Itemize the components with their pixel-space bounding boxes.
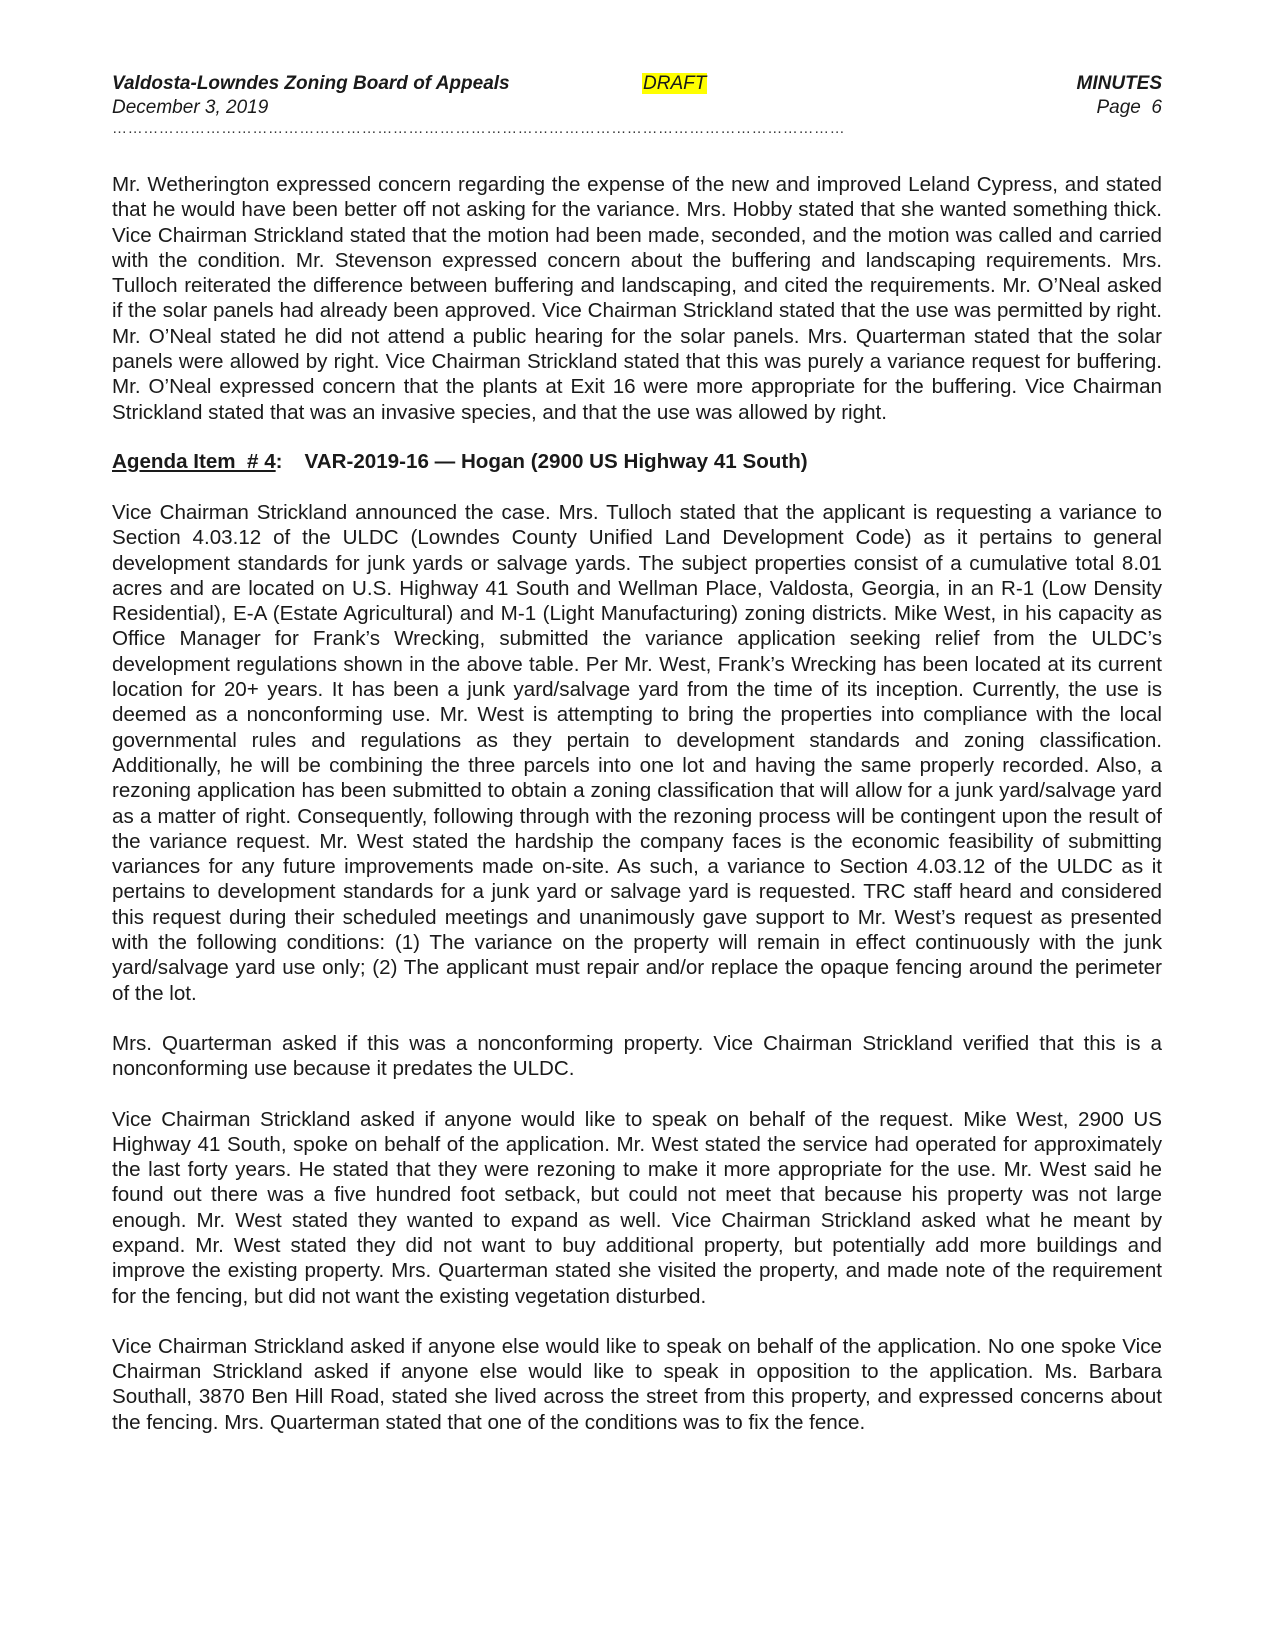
- header-row-1: [112, 72, 1162, 96]
- agenda-item-label: Agenda Item # 4: [112, 449, 276, 473]
- draft-highlight: DRAFT: [643, 73, 707, 94]
- paragraph-mike-west: Vice Chairman Strickland asked if anyone would like to speak on behalf of the request. Mike West, 2900 US Highway 41 South, spoke on behalf of the application. Mr. West stated the service had operated for approximately the last forty years. He stated that they were rezoning to make it more appropriate for the use. Mr. West said he found out there was a five hundred foot setback, but could not meet that because his property was not large enough. Mr. West stated they wanted to expand as well. Vice Chairman Strickland asked what he meant by expand. Mr. West stated they did not want to buy additional property, but potentially add more buildings and improve the existing property. Mrs. Quarterman stated she visited the property, and made note of the requirement for the fencing, but did not want the existing vegetation disturbed.: [112, 1107, 1162, 1308]
- draft-label: [642, 72, 707, 96]
- minutes-label: MINUTES: [1076, 73, 1162, 94]
- paragraph-opposition: Vice Chairman Strickland asked if anyone else would like to speak on behalf of the application. No one spoke Vice Chairman Strickland asked if anyone else would like to speak in opposition to the application. Ms. Barbara Southall, 3870 Ben Hill Road, stated she lived across the street from this property, and expressed concerns about the fencing. Mrs. Quarterman stated that one of the conditions was to fix the fence.: [112, 1334, 1162, 1434]
- agenda-item-heading: [112, 449, 1162, 475]
- agenda-item-title: VAR-2019-16 — Hogan (2900 US Highway 41 South): [304, 449, 808, 473]
- board-name: Valdosta-Lowndes Zoning Board of Appeals: [112, 73, 510, 94]
- header-divider: ……………………………………………………………………………………………………………………………: [112, 120, 846, 137]
- agenda-item-colon: :: [275, 449, 283, 473]
- document-page: [112, 72, 1162, 1435]
- header-row-2: [112, 96, 1162, 120]
- page-number: Page 6: [1096, 97, 1162, 118]
- paragraph-wetherington: Mr. Wetherington expressed concern regarding the expense of the new and improved Leland Cypress, and stated that he would have been better off not asking for the variance. Mrs. Hobby stated that she wanted something thick. Vice Chairman Strickland stated that the motion had been made, seconded, and the motion was called and carried with the condition. Mr. Stevenson expressed concern about the buffering and landscaping requirements. Mrs. Tulloch reiterated the difference between buffering and landscaping, and cited the requirements. Mr. O’Neal asked if the solar panels had already been approved. Vice Chairman Strickland stated that the use was permitted by right. Mr. O’Neal stated he did not attend a public hearing for the solar panels. Mrs. Quarterman stated that the solar panels were allowed by right. Vice Chairman Strickland stated that this was purely a variance request for buffering. Mr. O’Neal expressed concern that the plants at Exit 16 were more appropriate for the buffering. Vice Chairman Strickland stated that was an invasive species, and that the use was allowed by right.: [112, 173, 1162, 424]
- paragraph-case-summary: Vice Chairman Strickland announced the case. Mrs. Tulloch stated that the applicant is requesting a variance to Section 4.03.12 of the ULDC (Lowndes County Unified Land Development Code) as it pertains to general development standards for junk yards or salvage yards. The subject properties consist of a cumulative total 8.01 acres and are located on U.S. Highway 41 South and Wellman Place, Valdosta, Georgia, in an R-1 (Low Density Residential), E-A (Estate Agricultural) and M-1 (Light Manufacturing) zoning districts. Mike West, in his capacity as Office Manager for Frank’s Wrecking, submitted the variance application seeking relief from the ULDC’s development regulations shown in the above table. Per Mr. West, Frank’s Wrecking has been located at its current location for 20+ years. It has been a junk yard/salvage yard from the time of its inception. Currently, the use is deemed as a nonconforming use. Mr. West is attempting to bring the properties into compliance with the local governmental rules and regulations as they pertain to development standards and zoning classification. Additionally, he will be combining the three parcels into one lot and having the same properly recorded. Also, a rezoning application has been submitted to obtain a zoning classification that will allow for a junk yard/salvage yard as a matter of right. Consequently, following through with the rezoning process will be contingent upon the result of the variance request. Mr. West stated the hardship the company faces is the economic feasibility of submitting variances for any future improvements made on-site. As such, a variance to Section 4.03.12 of the ULDC as it pertains to development standards for a junk yard or salvage yard is requested. TRC staff heard and considered this request during their scheduled meetings and unanimously gave support to Mr. West’s request as presented with the following conditions: (1) The variance on the property will remain in effect continuously with the junk yard/salvage yard use only; (2) The applicant must repair and/or replace the opaque fencing around the perimeter of the lot.: [112, 500, 1162, 1005]
- paragraph-nonconforming: Mrs. Quarterman asked if this was a nonconforming property. Vice Chairman Strickland verified that this is a nonconforming use because it predates the ULDC.: [112, 1031, 1162, 1081]
- meeting-date: December 3, 2019: [112, 97, 269, 118]
